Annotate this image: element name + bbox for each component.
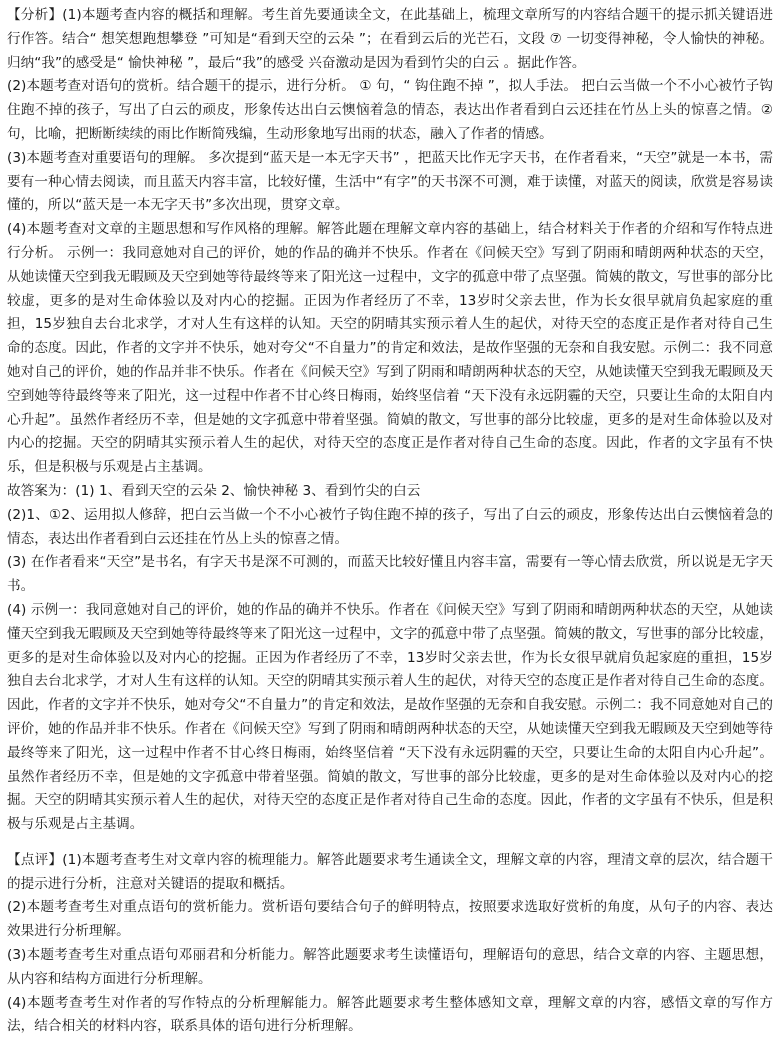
comment-paragraph-4: (4)本题考查考生对作者的写作特点的分析理解能力。解答此题要求考生整体感知文章，理解文章的内容，感悟文章的写作方法，结合相关的材料内容，联系具体的语句进行分析理解。 [7, 994, 773, 1035]
comment-paragraph-1: 【点评】(1)本题考查考生对文章内容的梳理能力。解答此题要求考生通读全文，理解文章的内容，理清文章的层次，结合题干的提示进行分析，注意对关键语的提取和概括。 [7, 851, 773, 892]
comment-paragraph-2: (2)本题考查考生对重点语句的赏析能力。赏析语句要结合句子的鲜明特点，按照要求选取好赏析的角度，从句子的内容、表达效果进行分析理解。 [7, 899, 773, 940]
spacer [7, 837, 773, 849]
answer-paragraph-2: (2)1、①2、运用拟人修辞，把白云当做一个不小心被竹子钩住跑不掉的孩子，写出了白云的顽皮，形象传达出白云懊恼着急的情态，表达出作者看到白云还挂在竹丛上头的惊喜之情。 [7, 506, 773, 547]
analysis-paragraph-4: (4)本题考查对文章的主题思想和写作风格的理解。解答此题在理解文章内容的基础上，结合材料关于作者的介绍和写作特点进行分析。 示例一：我同意她对自己的评价，她的作品的确并不快乐。作者在《问候天空》写到了阴雨和晴朗两种状态的天空，从她读懂天空到我无暇顾及天空到她等待最终等来了阳光这一过程中，文字的孤意中带了点坚强。简姨的散文，写世事的部分比较虚，更多的是对生命体验以及对内心的挖掘。正因为作者经历了不幸，13岁时父亲去世，作为长女很早就肩负起家庭的重担，15岁独自去台北求学，才对人生有这样的认知。天空的阴晴其实预示着人生的起伏，对待天空的态度正是作者对待自己生命的态度。因此，作者的文字并不快乐，她对夸父“不自量力”的肯定和效法，是故作坚强的无奈和自我安慰。示例二：我不同意她对自己的评价，她的作品并非不快乐。作者在《问候天空》写到了阴雨和晴朗两种状态的天空，从她读懂天空到我无暇顾及天空到她等待最终等来了阳光，这一过程中作者不甘心终日梅雨，始终坚信着 “天下没有永远阴霾的天空，只要让生命的太阳自内心升起”。虽然作者经历不幸，但是她的文字孤意中带着坚强。简媜的散文，写世事的部分比较虚，更多的是对生命体验以及对内心的挖掘。天空的阴晴其实预示着人生的起伏，对待天空的态度正是作者对待自己生命的态度。因此，作者的文字虽有不快乐，但是积极与乐观是占主基调。 [7, 221, 773, 476]
answer-section [7, 480, 773, 837]
analysis-section [7, 4, 773, 480]
comment-section [7, 849, 773, 1039]
answer-paragraph-4: (4) 示例一：我同意她对自己的评价，她的作品的确并不快乐。作者在《问候天空》写到了阴雨和晴朗两种状态的天空，从她读懂天空到我无暇顾及天空到她等待最终等来了阳光这一过程中，文字的孤意中带了点坚强。简姨的散文，写世事的部分比较虚，更多的是对生命体验以及对内心的挖掘。正因为作者经历了不幸，13岁时父亲去世，作为长女很早就肩负起家庭的重担，15岁独自去台北求学，才对人生有这样的认知。天空的阴晴其实预示着人生的起伏，对待天空的态度正是作者对待自己生命的态度。因此，作者的文字并不快乐，她对夸父“不自量力”的肯定和效法，是故作坚强的无奈和自我安慰。示例二：我不同意她对自己的评价，她的作品并非不快乐。作者在《问候天空》写到了阴雨和晴朗两种状态的天空，从她读懂天空到我无暇顾及天空到她等待最终等来了阳光，这一过程中作者不甘心终日梅雨，始终坚信着 “天下没有永远阴霾的天空，只要让生命的太阳自内心升起”。虽然作者经历不幸，但是她的文字孤意中带着坚强。简媜的散文，写世事的部分比较虚，更多的是对生命体验以及对内心的挖掘。天空的阴晴其实预示着人生的起伏，对待天空的态度正是作者对待自己生命的态度。因此，作者的文字虽有不快乐，但是积极与乐观是占主基调。 [7, 601, 773, 833]
answer-paragraph-3: (3) 在作者看来“天空”是书名，有字天书是深不可测的，而蓝天比较好懂且内容丰富，需要有一等心情去欣赏，所以说是无字天书。 [7, 554, 773, 595]
analysis-paragraph-2: (2)本题考查对语句的赏析。结合题干的提示，进行分析。 ① 句，“ 钩住跑不掉 ”，拟人手法。 把白云当做一个不小心被竹子钩住跑不掉的孩子，写出了白云的顽皮，形象传达出白云懊恼着急的情态，表达出作者看到白云还挂在竹丛上头的惊喜之情。② 句，比喻，把断断续续的雨比作断简残编，生动形象地写出雨的状态，融入了作者的情感。 [7, 78, 773, 142]
analysis-paragraph-3: (3)本题考查对重要语句的理解。 多次提到“蓝天是一本无字天书” ，把蓝天比作无字天书，在作者看来，“天空”就是一本书，需要有一种心情去阅读，而且蓝天内容丰富，比较好懂，生活中“有字”的天书深不可测，难于读懂，对蓝天的阅读，欣赏是容易读懂的，所以“蓝天是一本无字天书”多次出现，贯穿文章。 [7, 149, 773, 214]
answer-paragraph-1: 故答案为：(1) 1、看到天空的云朵 2、愉快神秘 3、看到竹尖的白云 [7, 482, 421, 499]
comment-paragraph-3: (3)本题考查考生对重点语句邓丽君和分析能力。解答此题要求考生读懂语句，理解语句的意思，结合文章的内容、主题思想，从内容和结构方面进行分析理解。 [7, 947, 773, 987]
analysis-paragraph-1: 【分析】(1)本题考查内容的概括和理解。考生首先要通读全文，在此基础上，梳理文章所写的内容结合题干的提示抓关键语进行作答。结合“ 想笑想跑想攀登 ”可知是“看到天空的云朵 ”；在看到云后的光芒石，文段 ⑦ 一切变得神秘，令人愉快的神秘。 归纳“我”的感受是“ 愉快神秘 ”，最后“我”的感受 兴奋激动是因为看到竹尖的白云 。据此作答。 [7, 7, 773, 71]
